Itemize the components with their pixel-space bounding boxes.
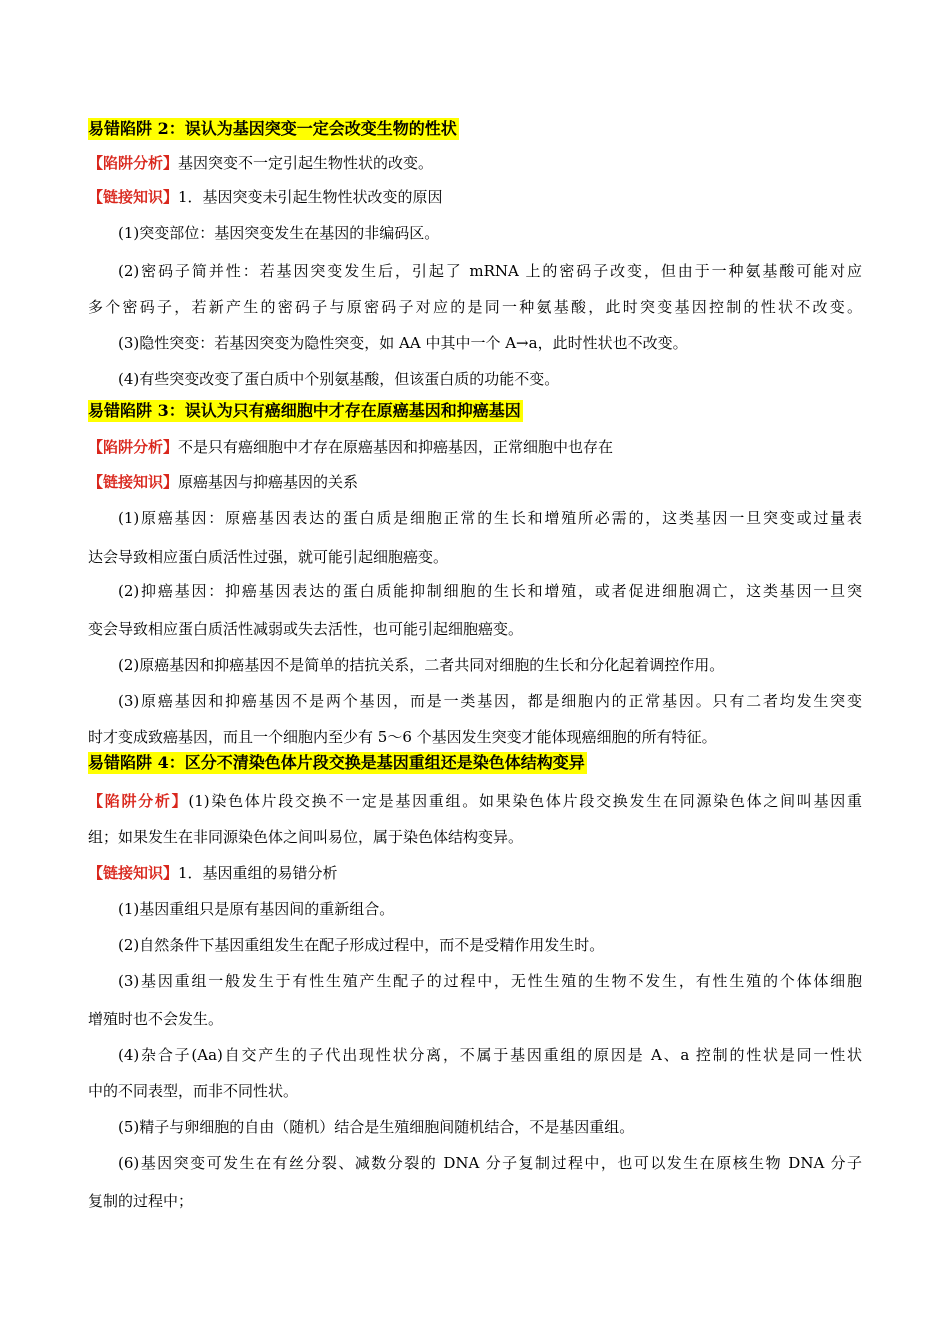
knowledge-tag: 【链接知识】 bbox=[88, 473, 179, 491]
knowledge-text: 1．基因重组的易错分析 bbox=[178, 864, 338, 882]
list-item: (3)基因重组一般发生于有性生殖产生配子的过程中，无性生殖的生物不发生，有性生殖的个体体细胞 bbox=[118, 972, 862, 990]
knowledge-tag: 【链接知识】 bbox=[88, 864, 179, 882]
analysis-text-continued: 组；如果发生在非同源染色体之间叫易位，属于染色体结构变异。 bbox=[88, 828, 524, 846]
section-heading: 易错陷阱 3：误认为只有癌细胞中才存在原癌基因和抑癌基因 bbox=[88, 401, 521, 420]
list-item-continued: 增殖时也不会发生。 bbox=[88, 1010, 224, 1028]
list-item: (3)隐性突变：若基因突变为隐性突变，如 AA 中其中一个 A→a，此时性状也不改变。 bbox=[118, 334, 688, 352]
list-item: (2)原癌基因和抑癌基因不是简单的拮抗关系，二者共同对细胞的生长和分化起着调控作用。 bbox=[118, 656, 725, 674]
list-item: (2)自然条件下基因重组发生在配子形成过程中，而不是受精作用发生时。 bbox=[118, 936, 605, 954]
list-item-continued: 变会导致相应蛋白质活性减弱或失去活性，也可能引起细胞癌变。 bbox=[88, 620, 524, 638]
list-item: (1)原癌基因：原癌基因表达的蛋白质是细胞正常的生长和增殖所必需的，这类基因一旦突变或过量表 bbox=[118, 509, 862, 527]
knowledge-tag: 【链接知识】 bbox=[88, 188, 179, 206]
list-item-continued: 达会导致相应蛋白质活性过强，就可能引起细胞癌变。 bbox=[88, 548, 449, 566]
knowledge-text: 原癌基因与抑癌基因的关系 bbox=[178, 473, 359, 491]
analysis-text: 不是只有癌细胞中才存在原癌基因和抑癌基因，正常细胞中也存在 bbox=[178, 438, 614, 456]
analysis-text: (1)染色体片段交换不一定是基因重组。如果染色体片段交换发生在同源染色体之间叫基因重 bbox=[188, 792, 862, 810]
list-item: (1)基因重组只是原有基因间的重新组合。 bbox=[118, 900, 395, 918]
knowledge-text: 1．基因突变未引起生物性状改变的原因 bbox=[178, 188, 443, 206]
section-heading: 易错陷阱 2：误认为基因突变一定会改变生物的性状 bbox=[88, 119, 457, 138]
list-item: (6)基因突变可发生在有丝分裂、减数分裂的 DNA 分子复制过程中，也可以发生在原核生物 DNA 分子 bbox=[118, 1154, 862, 1172]
list-item: (2)密码子简并性：若基因突变发生后，引起了 mRNA 上的密码子改变，但由于一种氨基酸可能对应 bbox=[118, 262, 862, 280]
list-item: (3)原癌基因和抑癌基因不是两个基因，而是一类基因，都是细胞内的正常基因。只有二者均发生突变 bbox=[118, 692, 862, 710]
list-item: (4)杂合子(Aa)自交产生的子代出现性状分离，不属于基因重组的原因是 A、a 控制的性状是同一性状 bbox=[118, 1046, 862, 1064]
section-heading: 易错陷阱 4：区分不清染色体片段交换是基因重组还是染色体结构变异 bbox=[88, 753, 585, 772]
list-item-continued: 中的不同表型，而非不同性状。 bbox=[88, 1082, 299, 1100]
list-item: (4)有些突变改变了蛋白质中个别氨基酸，但该蛋白质的功能不变。 bbox=[118, 370, 560, 388]
list-item: (5)精子与卵细胞的自由（随机）结合是生殖细胞间随机结合，不是基因重组。 bbox=[118, 1118, 635, 1136]
list-item: (1)突变部位：基因突变发生在基因的非编码区。 bbox=[118, 224, 440, 242]
list-item-continued: 时才变成致癌基因，而且一个细胞内至少有 5～6 个基因发生突变才能体现癌细胞的所有特征。 bbox=[88, 728, 717, 746]
analysis-text: 基因突变不一定引起生物性状的改变。 bbox=[178, 154, 434, 172]
analysis-tag: 【陷阱分析】 bbox=[88, 154, 179, 172]
analysis-tag: 【陷阱分析】 bbox=[88, 792, 189, 810]
list-item-continued: 多个密码子，若新产生的密码子与原密码子对应的是同一种氨基酸，此时突变基因控制的性状不改变。 bbox=[88, 298, 862, 316]
analysis-tag: 【陷阱分析】 bbox=[88, 438, 179, 456]
list-item-continued: 复制的过程中； bbox=[88, 1192, 194, 1210]
list-item: (2)抑癌基因：抑癌基因表达的蛋白质能抑制细胞的生长和增殖，或者促进细胞凋亡，这类基因一旦突 bbox=[118, 582, 862, 600]
